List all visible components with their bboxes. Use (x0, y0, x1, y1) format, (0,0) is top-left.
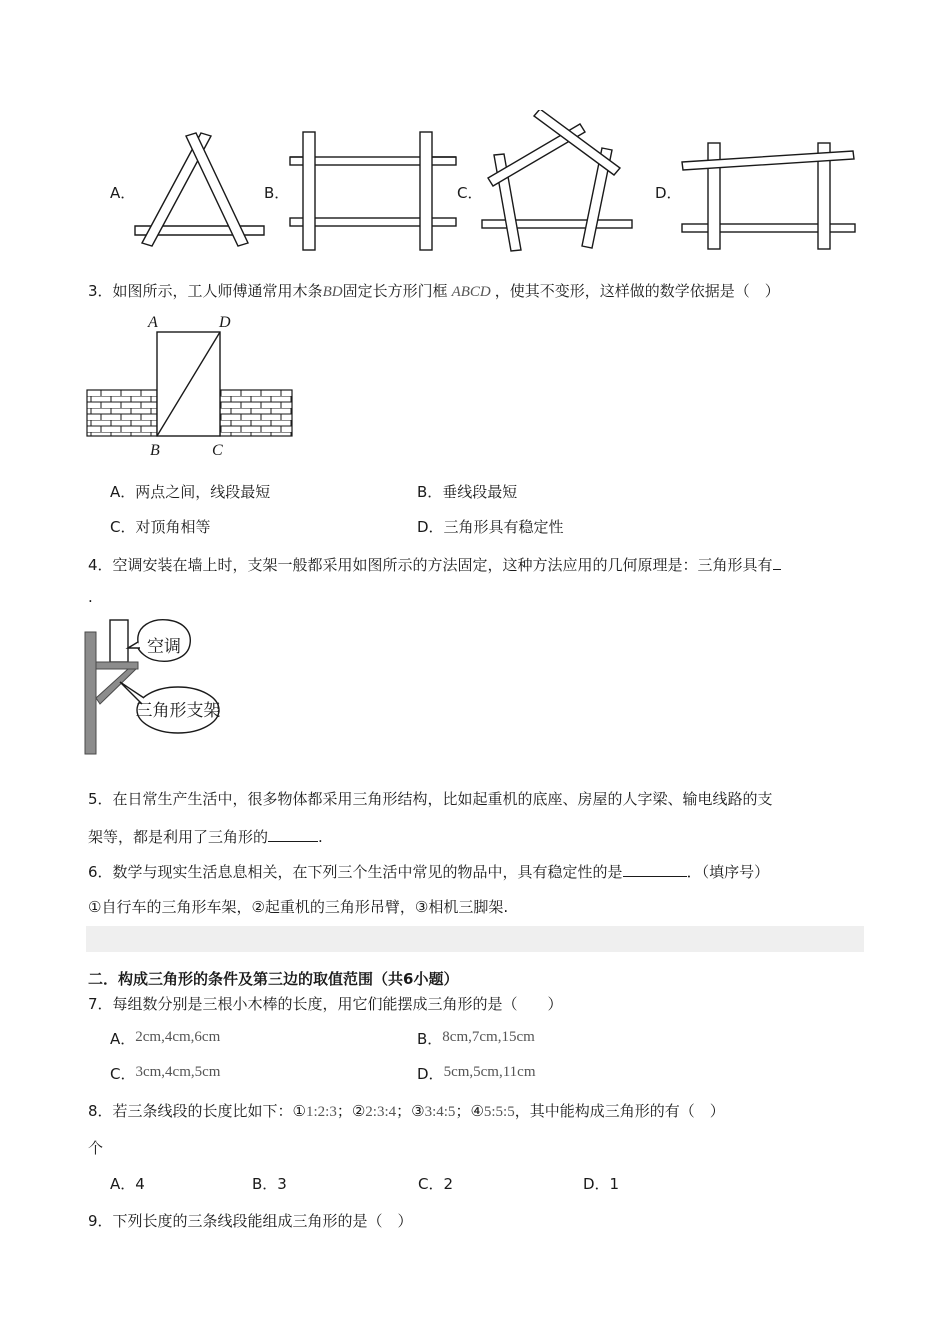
q3-abcd: ABCD (451, 284, 491, 300)
q8-ratio-3: 3:4:5 (424, 1104, 456, 1120)
q9-number: 9． (88, 1212, 113, 1230)
q7-option-d-value: 5cm,5cm,11cm (443, 1064, 536, 1080)
q8-stem (88, 1100, 725, 1121)
q8-sep-1: ；② (336, 1102, 366, 1120)
q5-number: 5． (88, 790, 113, 808)
q4-number: 4． (88, 556, 113, 574)
q7-option-a-label: A． (110, 1030, 136, 1048)
q3-label-a: A (148, 314, 158, 331)
q8-number: 8． (88, 1102, 113, 1120)
q3-bd: BD (322, 284, 343, 300)
q7-option-c-label: C． (110, 1065, 136, 1083)
q8-ratio-4: 5:5:5 (483, 1104, 515, 1120)
q4-bubble-bracket: 三角形支架 (135, 701, 221, 720)
q5-text2: 架等，都是利用了三角形的 (88, 828, 269, 846)
q4-period: . (88, 588, 93, 606)
q8-option-c[interactable]: C．2 (418, 1175, 454, 1193)
q7-option-d-label: D． (417, 1065, 444, 1083)
q3-number: 3． (88, 282, 113, 300)
q2-figure-b (288, 130, 460, 252)
q7-number: 7． (88, 995, 113, 1013)
q4-bubble-ac: 空调 (147, 637, 181, 656)
q6-text: 数学与现实生活息息相关，在下列三个生活中常见的物品中，具有稳定性的是 (112, 863, 623, 881)
q7-option-c-value: 3cm,4cm,5cm (135, 1064, 221, 1080)
q8-option-d[interactable]: D．1 (583, 1175, 620, 1193)
q3-text-post: ，使其不变形，这样做的数学依据是（ ） (494, 282, 780, 300)
q2-option-c-label[interactable]: C． (457, 184, 483, 202)
q5-line2 (88, 826, 323, 847)
section-divider-band (86, 926, 864, 952)
q3-text-mid: 固定长方形门框 (342, 282, 448, 300)
q6-number: 6． (88, 863, 113, 881)
q7-stem (88, 993, 563, 1014)
q3-text-pre: 如图所示，工人师傅通常用木条 (112, 282, 323, 300)
q7-option-a[interactable] (110, 1028, 220, 1049)
q3-label-c: C (212, 442, 223, 459)
q8-sep-3: ；④ (455, 1102, 484, 1120)
q9-stem (88, 1210, 413, 1231)
q3-label-b: B (150, 442, 160, 459)
q3-option-b[interactable]: B．垂线段最短 (417, 483, 518, 501)
q8-ratio-1: 1:2:3 (306, 1104, 337, 1120)
q5-period: . (318, 828, 323, 846)
q8-unit: 个 (88, 1139, 104, 1157)
q8-option-a[interactable]: A．4 (110, 1175, 145, 1193)
q5-text1: 在日常生产生活中，很多物体都采用三角形结构，比如起重机的底座、房屋的人字梁、输电线路的支 (112, 790, 773, 808)
q2-option-a-label[interactable]: A． (110, 184, 136, 202)
q6-end: ．（填序号） (686, 863, 770, 881)
q9-text: 下列长度的三条线段能组成三角形的是（ ） (112, 1212, 413, 1230)
q3-door-frame-figure (86, 312, 296, 460)
q6-items: ①自行车的三角形车架，②起重机的三角形吊臂，③相机三脚架. (88, 898, 509, 916)
q5-line1 (88, 788, 773, 809)
q7-option-b-label: B． (417, 1030, 443, 1048)
q2-figure-c (480, 110, 635, 252)
q5-blank[interactable] (268, 841, 318, 842)
q4-air-conditioner-figure (80, 612, 230, 760)
q7-option-b[interactable] (417, 1028, 535, 1049)
q2-figure-a (134, 128, 268, 250)
q3-stem (88, 280, 780, 301)
q2-option-d-label[interactable]: D． (655, 184, 682, 202)
q3-option-c[interactable]: C．对顶角相等 (110, 518, 211, 536)
q7-option-b-value: 8cm,7cm,15cm (442, 1029, 535, 1045)
q8-text-pre: 若三条线段的长度比如下：① (112, 1102, 306, 1120)
q2-option-b-label[interactable]: B． (264, 184, 290, 202)
q6-blank[interactable] (623, 876, 687, 877)
q7-option-d[interactable] (417, 1063, 535, 1084)
q8-sep-2: ；③ (396, 1102, 425, 1120)
q3-label-d: D (219, 314, 231, 331)
q7-text: 每组数分别是三根小木棒的长度，用它们能摆成三角形的是（ ） (112, 995, 563, 1013)
section-2-title: 二．构成三角形的条件及第三边的取值范围（共6小题） (88, 970, 459, 988)
q6-stem (88, 861, 769, 882)
q4-text: 空调安装在墙上时，支架一般都采用如图所示的方法固定，这种方法应用的几何原理是：三角形具有 (112, 556, 773, 574)
q8-ratio-2: 2:3:4 (365, 1104, 397, 1120)
q7-option-c[interactable] (110, 1063, 220, 1084)
q8-option-b[interactable]: B．3 (252, 1175, 287, 1193)
q3-option-a[interactable]: A．两点之间，线段最短 (110, 483, 271, 501)
q2-figure-d (680, 140, 858, 252)
q4-stem (88, 554, 781, 575)
q3-option-d[interactable]: D．三角形具有稳定性 (417, 518, 564, 536)
q7-option-a-value: 2cm,4cm,6cm (135, 1029, 221, 1045)
q4-blank[interactable] (773, 569, 781, 570)
q8-text-post: ，其中能构成三角形的有（ ） (514, 1102, 725, 1120)
